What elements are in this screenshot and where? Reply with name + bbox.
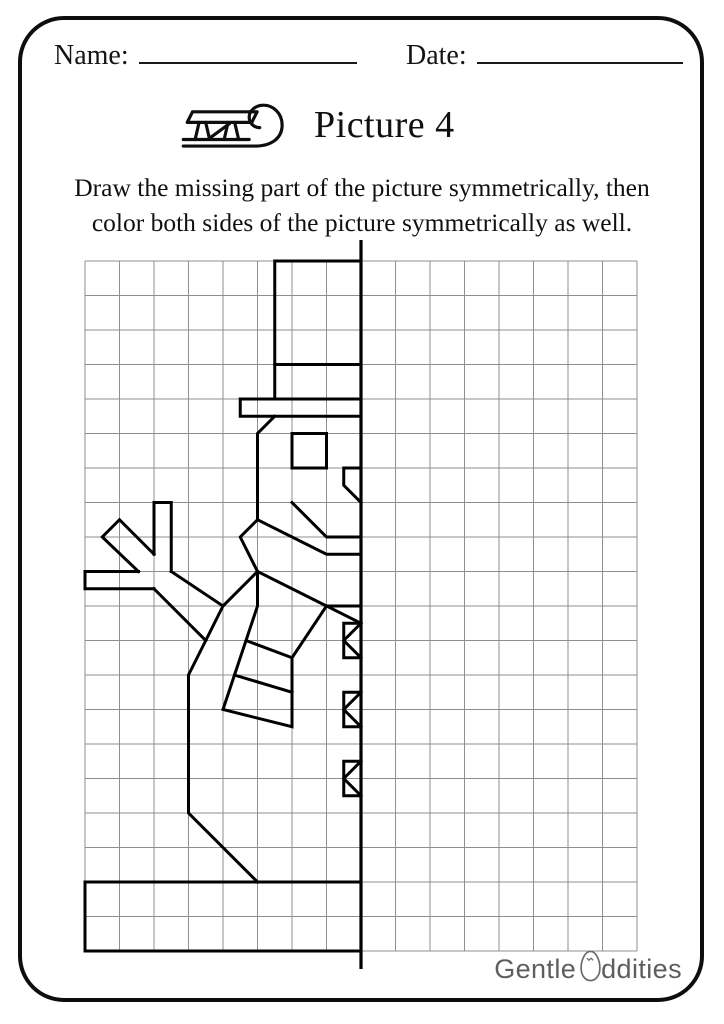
figure-scarf-stripe-2 <box>234 675 292 692</box>
figure-arm-lower-edge <box>154 589 206 641</box>
figure-shoulder <box>223 572 258 607</box>
figure-eye <box>292 434 327 469</box>
figure-scarf-tail <box>223 572 327 727</box>
figure-hat-brim <box>240 399 361 416</box>
name-label: Name: <box>54 40 129 71</box>
instruction-line-2: color both sides of the picture symmetrically as well. <box>91 208 633 237</box>
egg-icon <box>578 949 603 983</box>
instruction-line-1: Draw the missing part of the picture symmetrically, then <box>74 173 650 202</box>
figure-scarf-axis-diagonal <box>327 606 362 623</box>
figure-nose <box>344 468 361 503</box>
brand-text-suffix: ddities <box>601 953 682 984</box>
figure-finger-upper-left <box>102 520 154 572</box>
brand-logo <box>494 949 682 989</box>
figure-neck-left <box>240 520 257 572</box>
figure-arm-upper-edge <box>171 572 223 607</box>
page-title: Picture 4 <box>314 104 455 146</box>
brand-text-prefix: Gentle <box>494 953 577 984</box>
date-label: Date: <box>406 40 467 71</box>
figure-scarf-stripe-1 <box>246 641 292 658</box>
